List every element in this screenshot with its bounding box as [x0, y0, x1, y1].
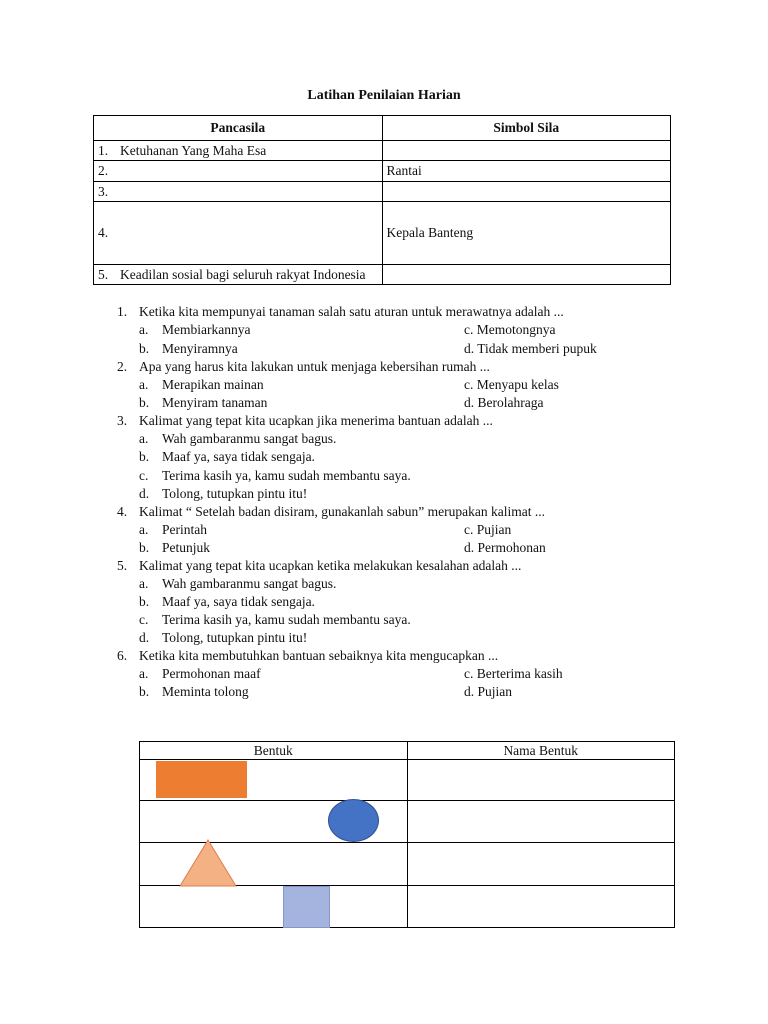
option-c: c. Berterima kasih	[464, 666, 563, 681]
sila-cell	[94, 161, 383, 182]
option-letter: a.	[139, 522, 149, 537]
simbol-cell: Rantai	[382, 161, 671, 182]
option-text: Maaf ya, saya tidak sengaja.	[162, 594, 315, 609]
table-row	[94, 161, 671, 182]
option-letter: b.	[139, 341, 150, 356]
option-letter: a.	[139, 322, 149, 337]
header-pancasila: Pancasila	[94, 116, 383, 141]
answer-cell[interactable]	[407, 886, 675, 928]
option-letter: b.	[139, 594, 150, 609]
table-row	[140, 801, 675, 843]
circle-shape	[328, 799, 379, 842]
option-letter: d.	[139, 630, 150, 645]
table-row	[94, 265, 671, 285]
option-text: Membiarkannya	[162, 322, 251, 337]
question-text: Apa yang harus kita lakukan untuk menjaga kebersihan rumah ...	[139, 359, 490, 374]
table-row	[140, 760, 675, 801]
table-row	[94, 141, 671, 161]
question-number: 4.	[117, 504, 128, 519]
shape-cell	[140, 843, 408, 886]
triangle-shape	[179, 839, 237, 887]
sila-cell	[94, 141, 383, 161]
option-d: d. Berolahraga	[464, 395, 544, 410]
header-bentuk: Bentuk	[140, 742, 408, 760]
option-letter: b.	[139, 540, 150, 555]
simbol-cell	[382, 265, 671, 285]
option-letter: b.	[139, 449, 150, 464]
option-text: Terima kasih ya, kamu sudah membantu saya.	[162, 468, 411, 483]
option-letter: c.	[139, 468, 149, 483]
option-letter: b.	[139, 395, 150, 410]
option-text: Meminta tolong	[162, 684, 249, 699]
option-text: Petunjuk	[162, 540, 211, 555]
option-text: Menyiramnya	[162, 341, 238, 356]
option-d: d. Tidak memberi pupuk	[464, 341, 597, 356]
option-letter: c.	[139, 612, 149, 627]
shape-cell	[140, 801, 408, 843]
option-text: Terima kasih ya, kamu sudah membantu saya.	[162, 612, 411, 627]
option-text: Tolong, tutupkan pintu itu!	[162, 630, 308, 645]
option-letter: a.	[139, 576, 149, 591]
table-header-row	[140, 742, 675, 760]
option-text: Menyiram tanaman	[162, 395, 268, 410]
option-letter: b.	[139, 684, 150, 699]
page-title: Latihan Penilaian Harian	[307, 88, 461, 103]
header-simbol-sila: Simbol Sila	[382, 116, 671, 141]
table-row	[94, 202, 671, 265]
simbol-cell	[382, 141, 671, 161]
square-shape	[283, 886, 330, 928]
option-text: Perintah	[162, 522, 207, 537]
table-row	[94, 182, 671, 202]
question-number: 2.	[117, 359, 128, 374]
question-text: Ketika kita mempunyai tanaman salah satu aturan untuk merawatnya adalah ...	[139, 304, 564, 319]
row-number: 3.	[98, 183, 109, 199]
question-number: 5.	[117, 558, 128, 573]
rectangle-shape	[156, 761, 247, 798]
option-letter: d.	[139, 486, 150, 501]
row-number: 1.	[98, 142, 109, 158]
option-c: c. Menyapu kelas	[464, 377, 559, 392]
sila-text: Ketuhanan Yang Maha Esa	[120, 142, 267, 158]
answer-cell[interactable]	[407, 760, 675, 801]
sila-cell	[94, 202, 383, 265]
row-number: 5.	[98, 266, 109, 282]
row-number: 2.	[98, 163, 109, 178]
row-number: 4.	[98, 225, 109, 240]
question-number: 3.	[117, 413, 128, 428]
option-letter: a.	[139, 377, 149, 392]
table-row	[140, 886, 675, 928]
table-header-row	[94, 116, 671, 141]
table-row	[140, 843, 675, 886]
answer-cell[interactable]	[407, 843, 675, 886]
question-text: Kalimat yang tepat kita ucapkan jika menerima bantuan adalah ...	[139, 413, 493, 428]
question-text: Kalimat “ Setelah badan disiram, gunakanlah sabun” merupakan kalimat ...	[139, 504, 545, 519]
header-nama-bentuk: Nama Bentuk	[407, 742, 675, 760]
option-d: d. Pujian	[464, 684, 513, 699]
answer-cell[interactable]	[407, 801, 675, 843]
option-text: Tolong, tutupkan pintu itu!	[162, 486, 308, 501]
option-text: Wah gambaranmu sangat bagus.	[162, 431, 337, 446]
question-number: 1.	[117, 304, 128, 319]
option-c: c. Memotongnya	[464, 322, 556, 337]
option-letter: a.	[139, 431, 149, 446]
question-text: Ketika kita membutuhkan bantuan sebaiknya kita mengucapkan ...	[139, 648, 499, 663]
sila-text: Keadilan sosial bagi seluruh rakyat Indonesia	[120, 266, 366, 282]
option-c: c. Pujian	[464, 522, 512, 537]
option-text: Wah gambaranmu sangat bagus.	[162, 576, 337, 591]
option-text: Maaf ya, saya tidak sengaja.	[162, 449, 315, 464]
option-text: Permohonan maaf	[162, 666, 261, 681]
sila-cell	[94, 265, 383, 285]
option-d: d. Permohonan	[464, 540, 546, 555]
question-number: 6.	[117, 648, 128, 663]
shape-cell	[140, 886, 408, 928]
bentuk-table	[139, 741, 675, 928]
option-letter: a.	[139, 666, 149, 681]
question-text: Kalimat yang tepat kita ucapkan ketika melakukan kesalahan adalah ...	[139, 558, 522, 573]
sila-cell	[94, 182, 383, 202]
simbol-cell	[382, 182, 671, 202]
simbol-cell: Kepala Banteng	[382, 202, 671, 265]
shape-cell	[140, 760, 408, 801]
option-text: Merapikan mainan	[162, 377, 264, 392]
pancasila-table	[93, 115, 671, 285]
